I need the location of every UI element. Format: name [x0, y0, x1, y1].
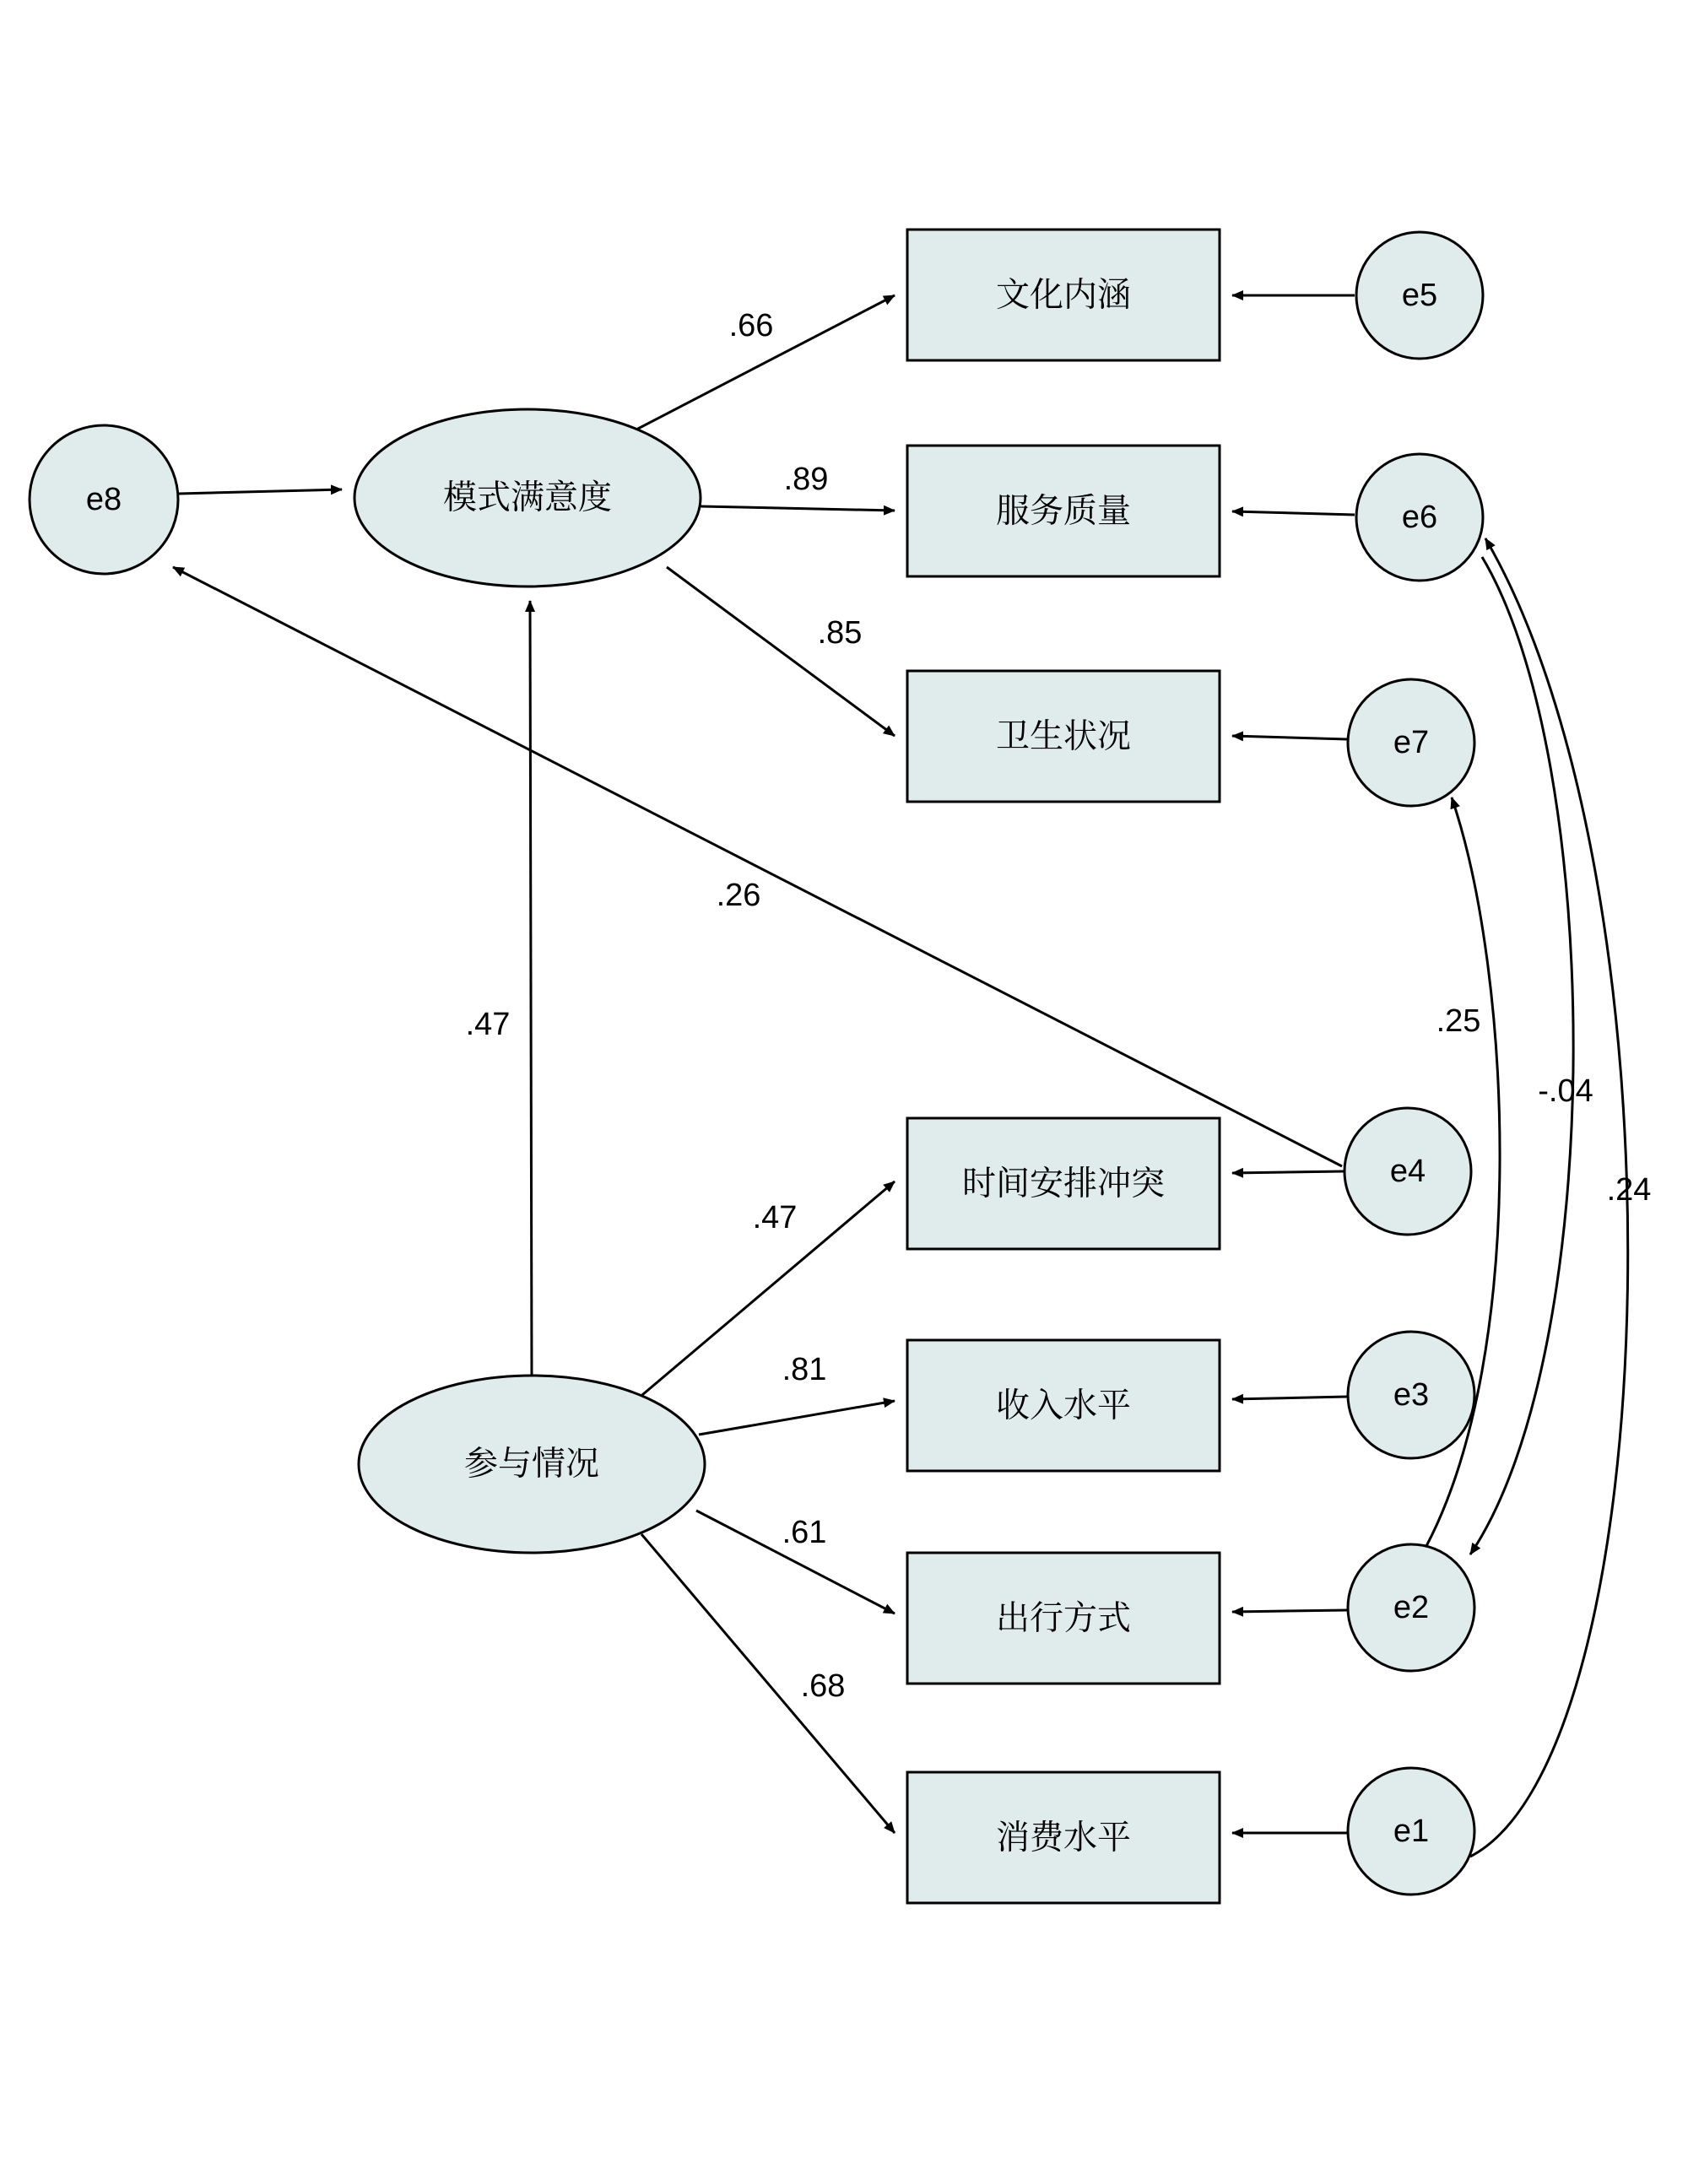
latent-node-participation-label: 参与情况	[464, 1445, 599, 1483]
error-node-e3[interactable]	[1348, 1332, 1474, 1458]
error-node-e7[interactable]	[1348, 679, 1474, 806]
observed-node-consumption[interactable]	[907, 1772, 1220, 1903]
coefficient-label-e1-e6: .24	[1606, 1172, 1652, 1208]
observed-node-hygiene-label: 卫生状况	[996, 717, 1131, 755]
edge-e6-to-service	[1232, 511, 1355, 515]
coefficient-label-part-time: .47	[752, 1200, 798, 1236]
error-node-e8[interactable]	[30, 425, 178, 574]
edge-satisfaction-to-hygiene	[667, 567, 895, 736]
coefficient-label-part-sat: .47	[465, 1007, 511, 1043]
observed-node-income[interactable]	[907, 1340, 1220, 1471]
edge-participation-to-income	[699, 1401, 895, 1435]
observed-node-income-label: 收入水平	[996, 1387, 1131, 1424]
observed-node-time-conflict-label: 时间安排冲突	[962, 1165, 1165, 1203]
latent-node-satisfaction-label: 模式满意度	[443, 478, 612, 516]
error-node-e8-label: e8	[85, 482, 122, 518]
edge-e1-to-e6-correlation	[1470, 538, 1628, 1857]
coefficient-label-part-travel: .61	[782, 1515, 827, 1551]
edge-satisfaction-to-service	[701, 506, 895, 511]
error-node-e2[interactable]	[1348, 1544, 1474, 1671]
error-node-e5[interactable]	[1356, 232, 1483, 359]
error-node-e6[interactable]	[1356, 454, 1483, 581]
edge-e8-to-satisfaction	[179, 489, 342, 494]
observed-node-service[interactable]	[907, 446, 1220, 576]
edge-e4-to-time-conflict	[1232, 1171, 1344, 1173]
coefficient-label-sat-culture: .66	[728, 308, 774, 344]
edge-e2-to-travel-mode	[1232, 1610, 1347, 1612]
edge-participation-to-consumption	[641, 1534, 895, 1833]
error-node-e4[interactable]	[1344, 1108, 1471, 1235]
coefficient-label-e4-sat: .26	[716, 878, 761, 914]
edge-e7-to-hygiene	[1232, 736, 1347, 739]
error-node-e4-label: e4	[1389, 1154, 1426, 1190]
observed-node-culture[interactable]	[907, 230, 1220, 360]
error-node-e1[interactable]	[1348, 1768, 1474, 1895]
observed-node-hygiene[interactable]	[907, 671, 1220, 802]
coefficient-label-part-consumption: .68	[800, 1668, 846, 1705]
error-node-e1-label: e1	[1393, 1814, 1430, 1850]
error-node-e2-label: e2	[1393, 1590, 1430, 1626]
error-node-e7-label: e7	[1393, 725, 1430, 761]
coefficient-label-e2-e7: .25	[1436, 1003, 1481, 1040]
error-node-e3-label: e3	[1393, 1377, 1430, 1414]
coefficient-label-part-income: .81	[782, 1352, 827, 1388]
observed-node-service-label: 服务质量	[996, 492, 1131, 530]
observed-node-travel-mode[interactable]	[907, 1553, 1220, 1684]
latent-node-participation[interactable]	[359, 1376, 705, 1553]
observed-node-travel-mode-label: 出行方式	[996, 1599, 1131, 1637]
edge-participation-to-satisfaction	[530, 601, 532, 1376]
latent-node-satisfaction[interactable]	[354, 409, 701, 587]
edge-e2-to-e6-correlation	[1470, 557, 1573, 1554]
observed-node-time-conflict[interactable]	[907, 1118, 1220, 1249]
coefficient-label-sat-hygiene: .85	[817, 615, 863, 651]
coefficient-label-e2-e6: -.04	[1538, 1073, 1593, 1110]
observed-node-culture-label: 文化内涵	[996, 276, 1131, 314]
edge-e3-to-income	[1232, 1397, 1347, 1399]
observed-node-consumption-label: 消费水平	[996, 1819, 1131, 1857]
error-node-e6-label: e6	[1401, 500, 1438, 536]
edge-e4-to-e8	[173, 567, 1342, 1166]
error-node-e5-label: e5	[1401, 278, 1438, 314]
coefficient-label-sat-service: .89	[783, 462, 829, 498]
